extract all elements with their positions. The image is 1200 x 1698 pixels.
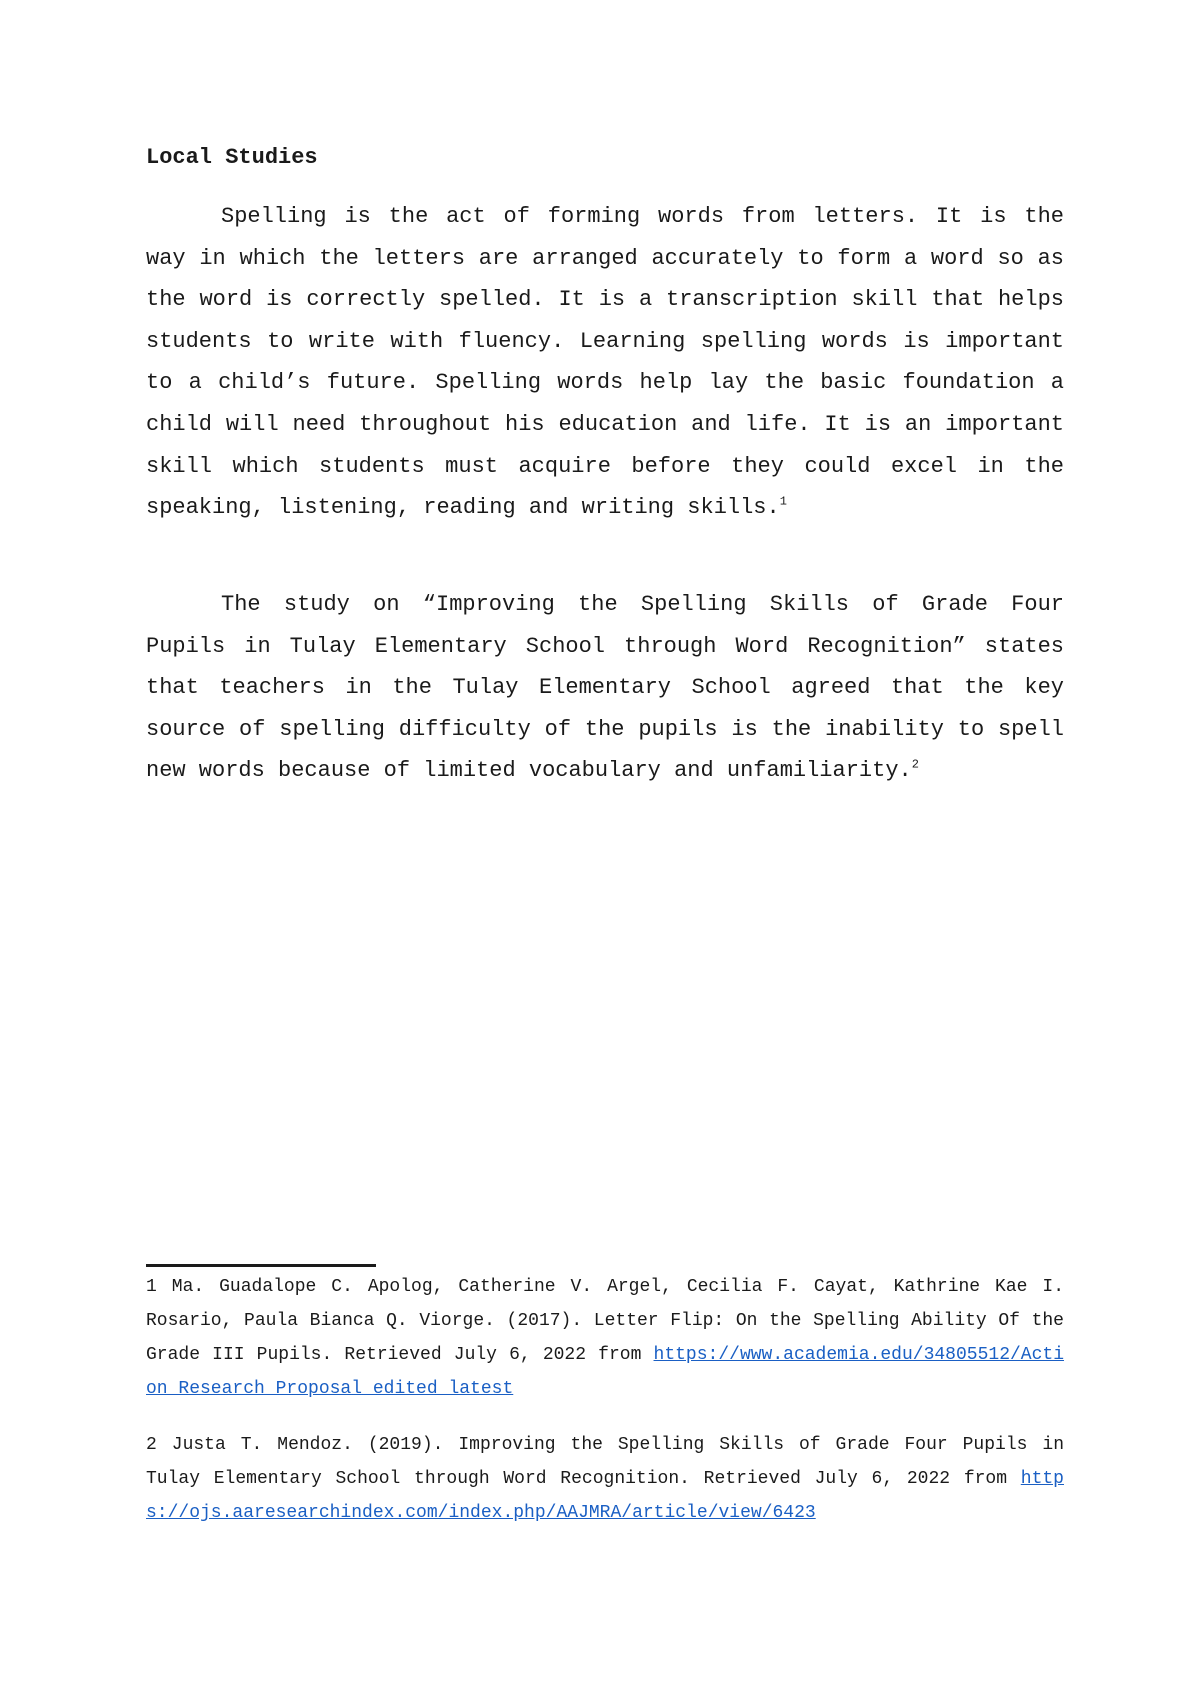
- footnote-1-link[interactable]: https://www.academia.edu/34805512/Action_Research_Proposal_edited_latest: [146, 1345, 1064, 1399]
- footnote-2-number: 2: [146, 1435, 157, 1455]
- paragraph-2-text: The study on “Improving the Spelling Skills of Grade Four Pupils in Tulay Elementary School through Word Recognition” states that teachers in the Tulay Elementary School agreed that the key source of spelling difficulty of the pupils is the inability to spell new words because of limited vocabulary and unfamiliarity.: [146, 592, 1064, 784]
- footnote-1: [146, 1270, 1064, 1406]
- footnote-ref-1[interactable]: 1: [779, 494, 787, 509]
- footnote-ref-2[interactable]: 2: [911, 758, 919, 773]
- body-paragraph-1: [146, 196, 1064, 529]
- footnote-1-text: Ma. Guadalope C. Apolog, Catherine V. Argel, Cecilia F. Cayat, Kathrine Kae I. Rosario, Paula Bianca Q. Viorge. (2017). Letter Flip: On the Spelling Ability Of the Grade III Pupils. Retrieved July 6, 2022 from: [146, 1277, 1064, 1365]
- footnote-1-number: 1: [146, 1277, 157, 1297]
- footnote-2-link[interactable]: https://ojs.aaresearchindex.com/index.php/AAJMRA/article/view/6423: [146, 1469, 1064, 1523]
- section-heading: Local Studies: [146, 145, 318, 170]
- body-paragraph-2: [146, 584, 1064, 792]
- footnote-separator: [146, 1264, 376, 1267]
- footnote-2: [146, 1428, 1064, 1530]
- footnote-2-text: Justa T. Mendoz. (2019). Improving the Spelling Skills of Grade Four Pupils in Tulay Elementary School through Word Recognition. Retrieved July 6, 2022 from: [146, 1435, 1064, 1489]
- paragraph-1-text: Spelling is the act of forming words from letters. It is the way in which the letters are arranged accurately to form a word so as the word is correctly spelled. It is a transcription skill that helps students to write with fluency. Learning spelling words is important to a child’s future. Spelling words help lay the basic foundation a child will need throughout his education and life. It is an important skill which students must acquire before they could excel in the speaking, listening, reading and writing skills.: [146, 204, 1064, 521]
